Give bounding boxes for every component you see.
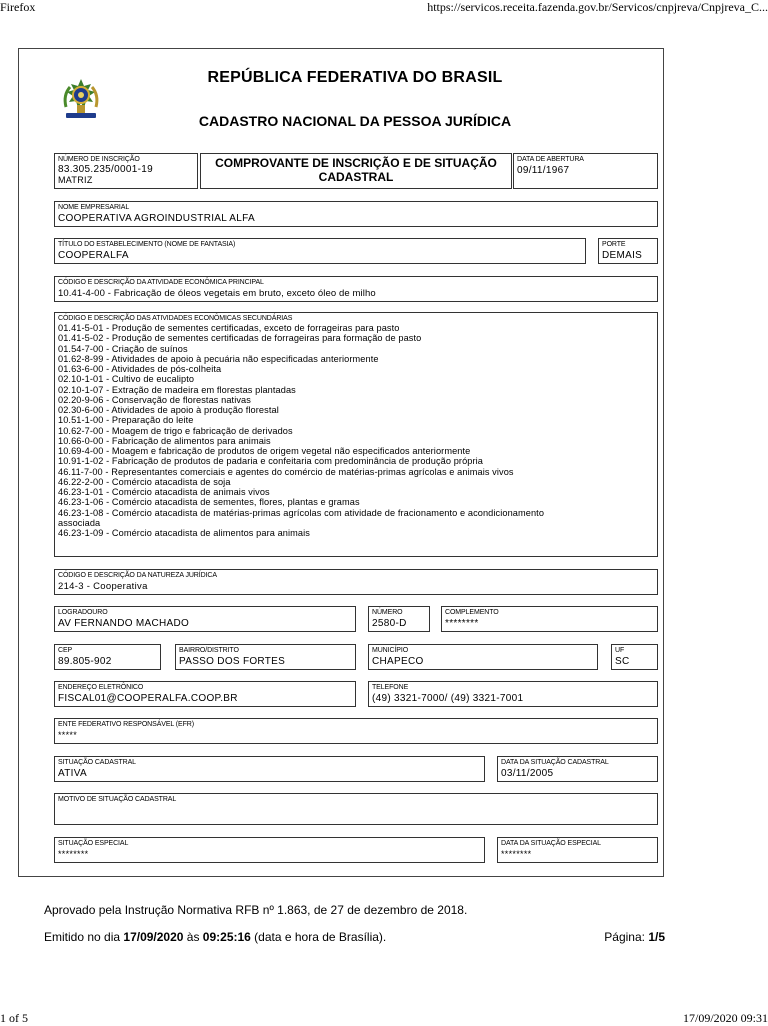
- field-label: DATA DA SITUAÇÃO CADASTRAL: [501, 759, 609, 766]
- field-complemento: [441, 606, 658, 632]
- atividade-item: 10.62-7-00 - Moagem de trigo e fabricação de derivados: [58, 425, 293, 436]
- atividade-item: 02.10-1-01 - Cultivo de eucalipto: [58, 374, 195, 385]
- field-value: ********: [501, 849, 532, 859]
- field-porte: [598, 238, 658, 264]
- atividade-item: 01.63-6-00 - Atividades de pós-colheita: [58, 364, 222, 374]
- atividade-item: 02.20-9-06 - Conservação de florestas nativas: [58, 394, 251, 405]
- print-footer-page-counter: 1 of 5: [0, 1011, 28, 1025]
- emitido-mid: às: [183, 930, 203, 944]
- field-value: DEMAIS: [602, 250, 643, 261]
- field-label: SITUAÇÃO ESPECIAL: [58, 840, 129, 847]
- atividade-item: 01.41-5-02 - Produção de sementes certificadas de forrageiras para formação de pasto: [58, 333, 422, 344]
- page-title-cadastro: CADASTRO NACIONAL DA PESSOA JURÍDICA: [198, 113, 512, 129]
- field-value: 10.41-4-00 - Fabricação de óleos vegetais em bruto, exceto óleo de milho: [58, 288, 376, 299]
- field-value: SC: [615, 656, 630, 667]
- pagina-indicator: [604, 930, 665, 944]
- field-value: AV FERNANDO MACHADO: [58, 618, 190, 629]
- field-label: SITUAÇÃO CADASTRAL: [58, 759, 136, 766]
- field-data-abertura: [513, 153, 658, 189]
- field-municipio: [368, 644, 598, 670]
- field-label: COMPLEMENTO: [445, 609, 499, 616]
- field-numero: [368, 606, 430, 632]
- atividade-item: 10.66-0-00 - Fabricação de alimentos para animais: [58, 435, 271, 446]
- atividade-item: 46.22-2-00 - Comércio atacadista de soja: [58, 476, 231, 487]
- emitido-prefix: Emitido no dia: [44, 930, 124, 944]
- field-value: (49) 3321-7000/ (49) 3321-7001: [372, 693, 524, 704]
- field-label: ENDEREÇO ELETRÔNICO: [58, 684, 144, 691]
- field-label: NÚMERO DE INSCRIÇÃO: [58, 156, 140, 163]
- field-value: 03/11/2005: [501, 768, 554, 779]
- print-footer-timestamp: 17/09/2020 09:31: [682, 1011, 768, 1025]
- field-motivo-situacao: [54, 793, 658, 825]
- page-title-republica: REPÚBLICA FEDERATIVA DO BRASIL: [207, 69, 503, 86]
- field-value: COOPERATIVA AGROINDUSTRIAL ALFA: [58, 213, 255, 224]
- emitido-date: 17/09/2020: [123, 930, 184, 944]
- field-endereco-eletronico: [54, 681, 356, 707]
- field-bairro: [175, 644, 356, 670]
- field-data-situacao-especial: [497, 837, 658, 863]
- field-label: UF: [615, 647, 625, 654]
- field-label: CÓDIGO E DESCRIÇÃO DAS ATIVIDADES ECONÔMICAS SECUNDÁRIAS: [58, 315, 293, 322]
- pagina-value: 1/5: [648, 930, 665, 944]
- field-situacao-especial: [54, 837, 485, 863]
- field-nome-empresarial: [54, 201, 658, 227]
- field-logradouro: [54, 606, 356, 632]
- field-label: CEP: [58, 647, 73, 654]
- field-atividades-secundarias: [54, 312, 658, 557]
- pagina-label: Página:: [604, 930, 649, 944]
- field-label: MOTIVO DE SITUAÇÃO CADASTRAL: [58, 796, 177, 803]
- field-situacao-cadastral: [54, 756, 485, 782]
- field-label: CÓDIGO E DESCRIÇÃO DA NATUREZA JURÍDICA: [58, 572, 217, 579]
- field-cep: [54, 644, 161, 670]
- field-value: COOPERALFA: [58, 250, 129, 261]
- emitido-time: 09:25:16: [202, 930, 251, 944]
- inscricao-number: 83.305.235/0001-19: [58, 164, 153, 175]
- atividade-item: 02.30-6-00 - Atividades de apoio à produção florestal: [58, 405, 279, 415]
- atividade-item: 01.54-7-00 - Criação de suínos: [58, 343, 188, 354]
- field-uf: [611, 644, 658, 670]
- atividade-item: 46.23-1-06 - Comércio atacadista de sementes, flores, plantas e gramas: [58, 497, 360, 508]
- emitido-note: [44, 930, 386, 944]
- aprovado-note: Aprovado pela Instrução Normativa RFB nº 1.863, de 27 de dezembro de 2018.: [44, 903, 468, 917]
- field-value: 09/11/1967: [517, 165, 570, 176]
- atividades-list: [58, 323, 657, 538]
- atividade-item: 46.11-7-00 - Representantes comerciais e agentes do comércio de matérias-primas agrícolas e animais vivos: [58, 466, 514, 477]
- field-value: ********: [445, 618, 479, 629]
- field-label: CÓDIGO E DESCRIÇÃO DA ATIVIDADE ECONÔMICA PRINCIPAL: [58, 279, 264, 286]
- field-inscricao: [54, 153, 198, 189]
- field-label: NOME EMPRESARIAL: [58, 204, 130, 211]
- field-value: 89.805-902: [58, 656, 112, 667]
- field-label: LOGRADOURO: [58, 609, 108, 616]
- field-label: PORTE: [602, 241, 626, 248]
- field-value: 214-3 - Cooperativa: [58, 581, 148, 592]
- atividade-item: 46.23-1-01 - Comércio atacadista de animais vivos: [58, 487, 270, 497]
- inscricao-type: MATRIZ: [58, 175, 93, 185]
- atividade-item: 01.62-8-99 - Atividades de apoio à pecuária não especificadas anteriormente: [58, 353, 379, 364]
- emitido-suffix: (data e hora de Brasília).: [250, 930, 387, 944]
- field-value: *****: [58, 730, 78, 740]
- field-value: ********: [58, 849, 89, 859]
- brazil-coat-of-arms-icon: [60, 77, 102, 123]
- atividade-item: associada: [58, 517, 101, 528]
- comprovante-title: COMPROVANTE DE INSCRIÇÃO E DE SITUAÇÃO CADASTRAL: [200, 153, 512, 189]
- field-natureza-juridica: [54, 569, 658, 595]
- field-label: MUNICÍPIO: [372, 647, 409, 654]
- print-header-title: Firefox: [0, 0, 36, 14]
- field-label: ENTE FEDERATIVO RESPONSÁVEL (EFR): [58, 721, 194, 728]
- field-value: CHAPECO: [372, 656, 424, 667]
- field-telefone: [368, 681, 658, 707]
- field-atividade-principal: [54, 276, 658, 302]
- atividade-item: 02.10-1-07 - Extração de madeira em florestas plantadas: [58, 384, 296, 395]
- field-label: DATA DE ABERTURA: [517, 156, 584, 163]
- field-label: BAIRRO/DISTRITO: [179, 647, 239, 654]
- field-label: NÚMERO: [372, 609, 403, 616]
- atividade-item: 10.51-1-00 - Preparação do leite: [58, 415, 194, 426]
- field-data-situacao-cadastral: [497, 756, 658, 782]
- atividade-item: 01.41-5-01 - Produção de sementes certificadas, exceto de forrageiras para pasto: [58, 323, 400, 333]
- field-efr: [54, 718, 658, 744]
- atividade-item: 46.23-1-09 - Comércio atacadista de alimentos para animais: [58, 528, 310, 538]
- atividade-item: 10.91-1-02 - Fabricação de produtos de padaria e confeitaria com predominância de produção própria: [58, 456, 484, 467]
- atividade-item: 46.23-1-08 - Comércio atacadista de matérias-primas agrícolas com atividade de fracionamento e acondicionamento: [58, 507, 545, 518]
- field-label: TÍTULO DO ESTABELECIMENTO (NOME DE FANTASIA): [58, 241, 236, 248]
- field-label: DATA DA SITUAÇÃO ESPECIAL: [501, 840, 601, 847]
- print-header-url: https://servicos.receita.fazenda.gov.br/Servicos/cnpjreva/Cnpjreva_C...: [427, 0, 768, 14]
- field-titulo-estabelecimento: [54, 238, 586, 264]
- field-value: PASSO DOS FORTES: [179, 656, 286, 667]
- field-value: FISCAL01@COOPERALFA.COOP.BR: [58, 693, 238, 704]
- field-label: TELEFONE: [372, 684, 409, 691]
- field-value: ATIVA: [58, 768, 87, 779]
- atividade-item: 10.69-4-00 - Moagem e fabricação de produtos de origem vegetal não especificados anteriormente: [58, 446, 471, 456]
- field-value: 2580-D: [372, 618, 407, 629]
